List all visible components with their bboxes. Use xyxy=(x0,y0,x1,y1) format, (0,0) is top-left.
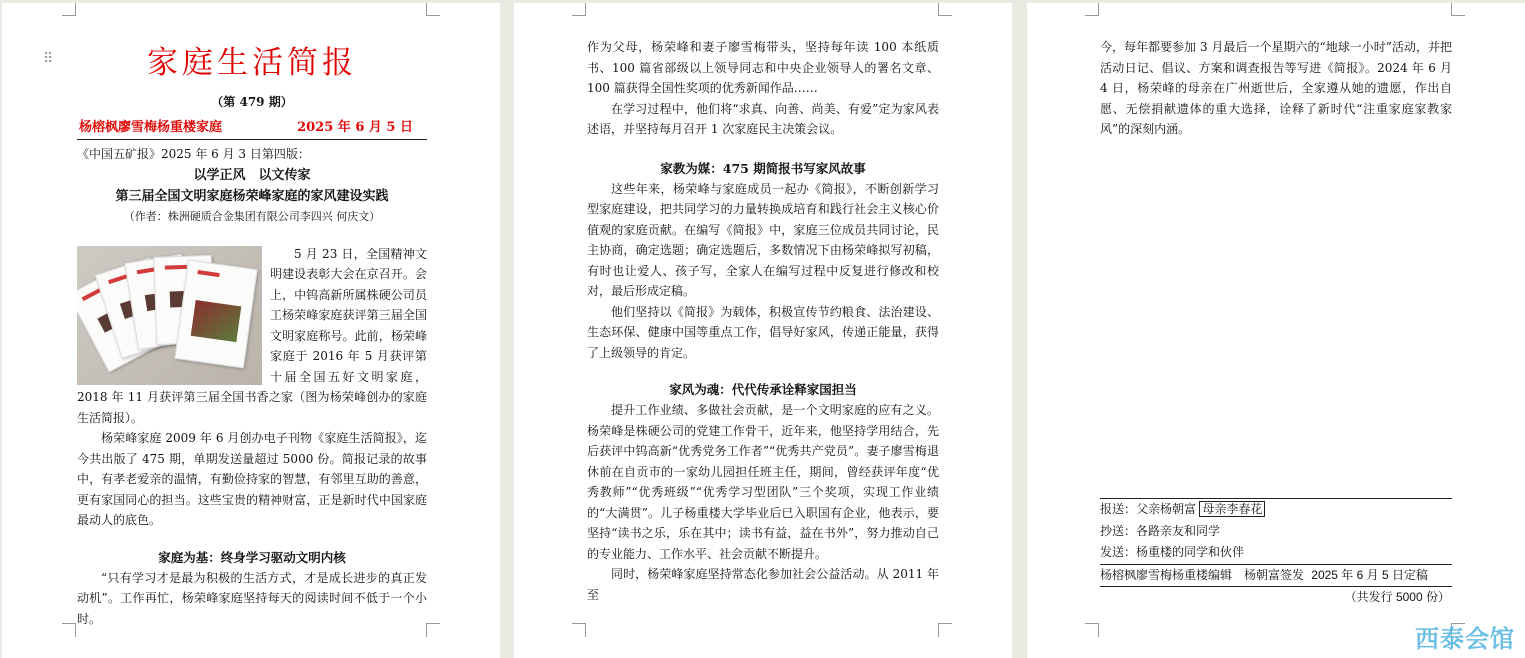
document-page-3 xyxy=(1027,3,1525,658)
margin-corner-mark xyxy=(426,623,440,637)
margin-corner-mark xyxy=(62,623,76,637)
paragraph: 作为父母，杨荣峰和妻子廖雪梅带头，坚持每年读 100 本纸质书、100 篇省部级以上领导同志和中央企业领导人的署名文章、100 篇获得全国性奖项的优秀新闻作品…… xyxy=(587,40,939,95)
section-heading: 家教为媒：475 期简报书写家风故事 xyxy=(660,160,866,176)
document-page-2 xyxy=(514,3,1012,658)
paragraph: 5 月 23 日，全国精神文明建设表彰大会在京召开。会上，中钨高新所属株硬公司员工杨荣峰家庭获评第三届全国文明家庭称号。此前，杨荣峰家庭于 2016 年 5 月获评第十届全国五好文明家庭，2018 年 11 月获评第三届全国书香之家（图为杨荣峰创办的家庭生活简报）。 xyxy=(77,246,427,425)
signoff-line xyxy=(1100,565,1452,588)
margin-corner-mark xyxy=(572,623,586,637)
margin-corner-mark xyxy=(1085,3,1099,16)
paragraph: 杨荣峰家庭 2009 年 6 月创办电子刊物《家庭生活简报》，迄今共出版了 475 期，单期发送量超过 5000 份。简报记录的故事中，有孝老爱亲的温情，有勤俭持家的智慧，有邻里互助的善意，更有家国同心的担当。这些宝贵的精神财富，正是新时代中国家庭最动人的底色。 xyxy=(77,431,427,527)
section-heading: 家风为魂：代代传承诠释家国担当 xyxy=(669,382,857,397)
paragraph: 今，每年都要参加 3 月最后一个星期六的“地球一小时”活动，并把活动日记、倡议、方案和调查报告等写进《简报》。2024 年 6 月 4 日，杨荣峰的母亲在广州逝世后，全家遵从她的遗愿，作出自愿、无偿捐献遗体的重大选择，诠释了新时代“注重家庭家教家风”的深刻内涵。 xyxy=(1100,40,1452,136)
report-to-label: 报送：父亲杨朝富 xyxy=(1100,502,1197,516)
document-page-1 xyxy=(2,3,500,658)
source-line: 《中国五矿报》2025 年 6 月 3 日第四版： xyxy=(77,147,310,161)
cc-line: 抄送：各路亲友和同学 xyxy=(1100,523,1221,538)
send-line: 发送：杨重楼的同学和伙伴 xyxy=(1100,545,1245,559)
issue-number: （第 479 期） xyxy=(211,95,293,109)
margin-corner-mark xyxy=(572,3,586,16)
selected-text-box[interactable]: 母亲李春花 xyxy=(1199,501,1265,517)
paragraph: “只有学习才是最为积极的生活方式，才是成长进步的真正发动机”。工作再忙，杨荣峰家庭坚持每天的阅读时间不低于一个小时。 xyxy=(77,570,427,626)
paragraph: 提升工作业绩、多做社会贡献，是一个文明家庭的应有之义。杨荣峰是株硬公司的党建工作骨干，近年来，他坚持学用结合，先后获评中钨高新“优秀党务工作者”“优秀共产党员”。妻子廖雪梅退休前在自贡市的一家幼儿园担任班主任，期间，曾经获评年度“优秀教师”“优秀班级”“优秀学习型团队”三个奖项，实现工作业绩的“大满贯”。儿子杨重楼大学毕业后已入职国有企业，他表示，要坚持“读书之乐，乐在其中；读书有益，益在书外”，努力推动自己的专业能力、工作水平、社会贡献不断提升。 xyxy=(587,403,939,561)
headline-primary: 以学正风 以文传家 xyxy=(193,167,311,183)
finalized-date: 2025 年 6 月 5 日定稿 xyxy=(1311,567,1428,582)
issue-date: 2025 年 6 月 5 日 xyxy=(297,120,413,135)
section-heading: 家庭为基：终身学习驱动文明内核 xyxy=(158,549,346,565)
margin-corner-mark xyxy=(938,623,952,637)
paragraph: 在学习过程中，他们将“求真、向善、尚美、有爱”定为家风表述语，并坚持每月召开 1 次家庭民主决策会议。 xyxy=(587,101,939,136)
watermark-logo: 西泰会馆 xyxy=(1415,625,1515,653)
family-name: 杨榕枫廖雪梅杨重楼家庭 xyxy=(79,120,223,135)
circulation-total: （共发行 5000 份） xyxy=(1344,590,1450,604)
margin-corner-mark xyxy=(938,3,952,16)
distribution-footer xyxy=(1100,498,1452,609)
margin-corner-mark xyxy=(1085,623,1099,637)
margin-corner-mark xyxy=(426,3,440,16)
margin-corner-mark xyxy=(1451,3,1465,16)
paragraph: 他们坚持以《简报》为载体，积极宣传节约粮食、法治建设、生态环保、健康中国等重点工作，倡导好家风，传递正能量，获得了上级领导的肯定。 xyxy=(587,304,939,360)
headline-secondary: 第三届全国文明家庭杨荣峰家庭的家风建设实践 xyxy=(115,188,389,204)
report-to-line xyxy=(1100,499,1452,521)
masthead-title: 家庭生活简报 xyxy=(147,45,357,81)
editors: 杨榕枫廖雪梅杨重楼编辑 杨朝富签发 xyxy=(1100,567,1305,582)
paragraph: 同时，杨荣峰家庭坚持常态化参加社会公益活动。从 2011 年至 xyxy=(587,567,939,602)
masthead-meta xyxy=(77,119,427,140)
byline: （作者：株洲硬质合金集团有限公司李四兴 何庆文） xyxy=(123,209,381,223)
newsletter-photo[interactable] xyxy=(77,246,262,385)
drag-handle-icon[interactable]: ⠿ xyxy=(43,51,53,67)
margin-corner-mark xyxy=(62,3,76,16)
paragraph: 这些年来，杨荣峰与家庭成员一起办《简报》，不断创新学习型家庭建设，把共同学习的力量转换成培育和践行社会主义核心价值观的家庭贡献。在编写《简报》中，家庭三位成员共同讨论，民主协商，确定选题；确定选题后，多数情况下由杨荣峰拟写初稿，有时也让爱人、孩子写，全家人在编写过程中反复进行修改和校对，最后形成定稿。 xyxy=(587,181,939,298)
